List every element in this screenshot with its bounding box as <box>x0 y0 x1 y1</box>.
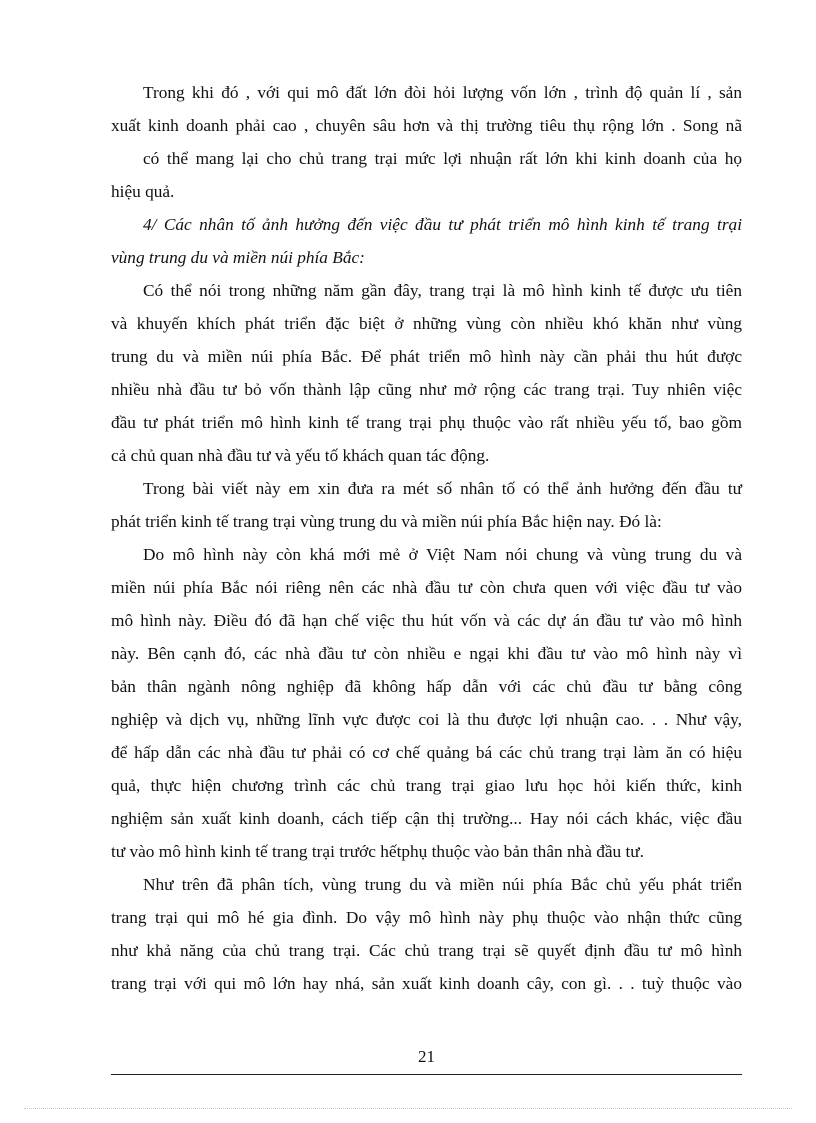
paragraph-line: Do mô hình này còn khá mới mẻ ở Việt Nam nói chung và vùng trung du và <box>143 545 742 564</box>
paragraph-line: quả, thực hiện chương trình các chủ trang trại giao lưu học hỏi kiến thức, kinh <box>111 776 742 795</box>
paragraph-line: nghiệm sản xuất kinh doanh, cách tiếp cận thị trường... Hay nói cách khác, việc đầu <box>111 809 742 828</box>
paragraph-line: Trong khi đó , với qui mô đất lớn đòi hỏi lượng vốn lớn , trình độ quản lí , sản <box>143 83 742 102</box>
paragraph-line: mô hình này. Điều đó đã hạn chế việc thu hút vốn và các dự án đầu tư vào mô hình <box>111 611 742 630</box>
paragraph-line: cả chủ quan nhà đầu tư và yếu tố khách quan tác động. <box>111 446 490 465</box>
paragraph-line: để hấp dẫn các nhà đầu tư phải có cơ chế quảng bá các chủ trang trại làm ăn có hiệu <box>111 743 742 762</box>
page-footer <box>111 1046 742 1075</box>
paragraph-line: tư vào mô hình kinh tế trang trại trước hếtphụ thuộc vào bản thân nhà đầu tư. <box>111 842 644 861</box>
paragraph-line: miền núi phía Bắc nói riêng nên các nhà đầu tư còn chưa quen với việc đầu tư vào <box>111 578 742 597</box>
paragraph-line: trang trại với qui mô lớn hay nhá, sản xuất kinh doanh cây, con gì. . . tuỳ thuộc vào <box>111 974 742 993</box>
page-edge-divider <box>24 1108 792 1109</box>
paragraph-line: phát triển kinh tế trang trại vùng trung du và miền núi phía Bắc hiện nay. Đó là: <box>111 512 662 531</box>
section-heading: 4/ Các nhân tố ảnh hưởng đến việc đầu tư phát triển mô hình kinh tế trang trại <box>143 215 742 234</box>
paragraph-line: xuất kinh doanh phải cao , chuyên sâu hơn và thị trường tiêu thụ rộng lớn . Song nã <box>111 116 742 135</box>
paragraph-line: nghiệp và dịch vụ, những lĩnh vực được coi là thu được lợi nhuận cao. . . Như vậy, <box>111 710 742 729</box>
section-heading: vùng trung du và miền núi phía Bắc: <box>111 248 365 267</box>
paragraph-line: có thể mang lại cho chủ trang trại mức lợi nhuận rất lớn khi kinh doanh của họ <box>143 149 742 168</box>
paragraph-line: trung du và miền núi phía Bắc. Để phát triển mô hình này cần phải thu hút được <box>111 347 742 366</box>
body-text <box>111 76 742 1000</box>
page-number: 21 <box>418 1047 435 1066</box>
paragraph-line: Có thể nói trong những năm gần đây, trang trại là mô hình kinh tế được ưu tiên <box>143 281 742 300</box>
paragraph-line: Như trên đã phân tích, vùng trung du và miền núi phía Bắc chủ yếu phát triển <box>143 875 742 894</box>
paragraph-line: và khuyến khích phát triển đặc biệt ở những vùng còn nhiều khó khăn như vùng <box>111 314 742 333</box>
paragraph-line: bản thân ngành nông nghiệp đã không hấp dẫn với các chủ đầu tư bằng công <box>111 677 742 696</box>
paragraph-line: Trong bài viết này em xin đưa ra mét số nhân tố có thể ảnh hưởng đến đầu tư <box>143 479 742 498</box>
paragraph-line: trang trại qui mô hé gia đình. Do vậy mô hình này phụ thuộc vào nhận thức cũng <box>111 908 742 927</box>
paragraph-line: này. Bên cạnh đó, các nhà đầu tư còn nhiều e ngại khi đầu tư vào mô hình này vì <box>111 644 742 663</box>
paragraph-line: như khả năng của chủ trang trại. Các chủ trang trại sẽ quyết định đầu tư mô hình <box>111 941 742 960</box>
paragraph-line: đầu tư phát triển mô hình kinh tế trang trại phụ thuộc vào rất nhiều yếu tố, bao gồm <box>111 413 742 432</box>
paragraph-line: hiệu quả. <box>111 182 175 201</box>
paragraph-line: nhiều nhà đầu tư bỏ vốn thành lập cũng như mở rộng các trang trại. Tuy nhiên việc <box>111 380 742 399</box>
